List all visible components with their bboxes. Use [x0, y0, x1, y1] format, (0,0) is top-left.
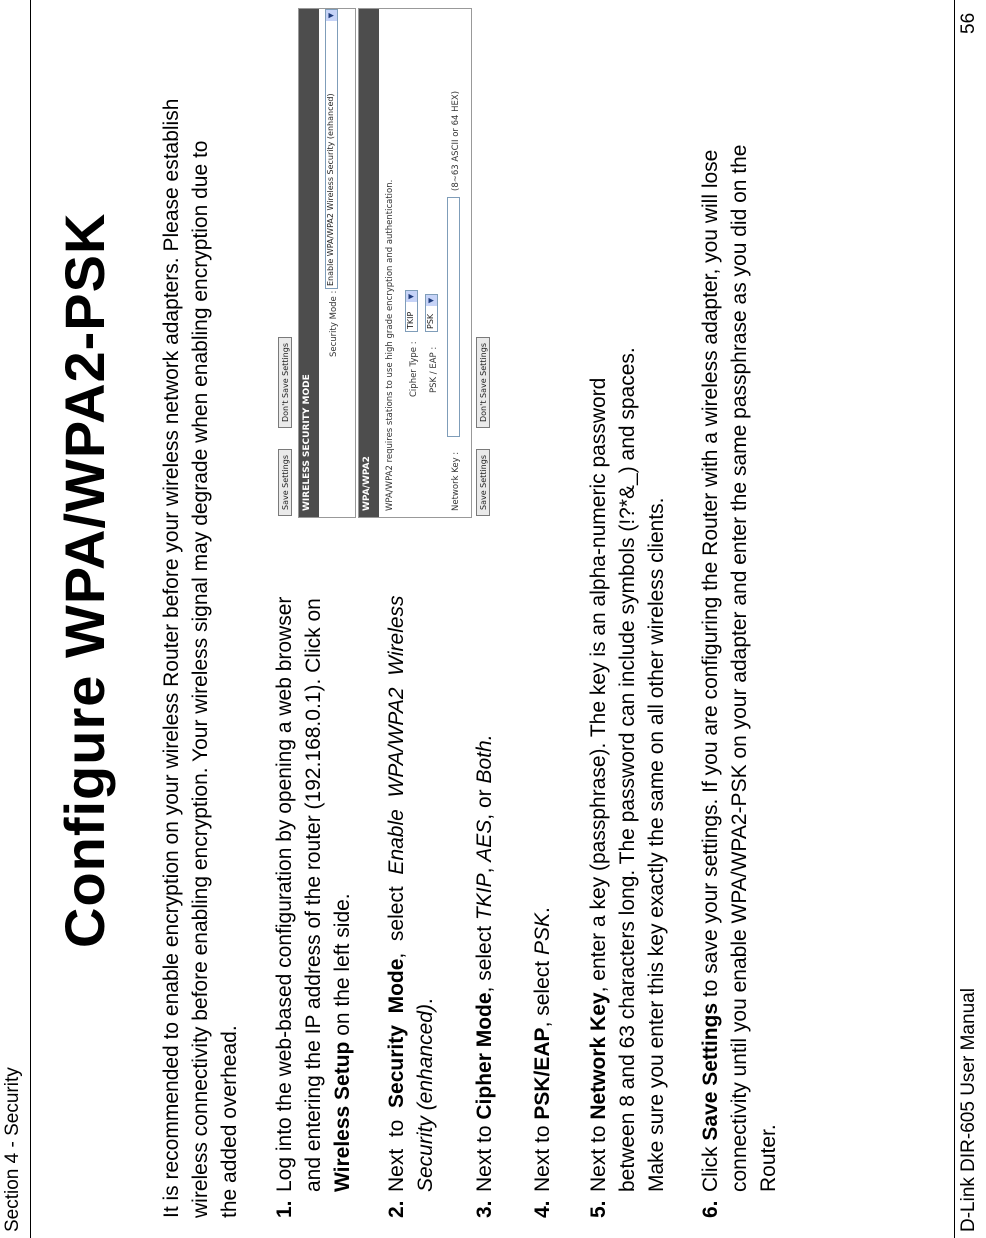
security-mode-panel — [298, 8, 356, 518]
text-run: Save Settings — [699, 1002, 722, 1141]
step-line — [725, 145, 754, 1193]
text-run: between 8 and 63 characters long. The password can include symbols (!?*&_) and spaces. — [616, 347, 639, 1192]
chevron-down-icon: ▼ — [406, 291, 417, 302]
text-run: Cipher Mode — [473, 992, 496, 1120]
step-number: 6. — [699, 1200, 722, 1218]
intro-line: the added overhead. — [218, 1025, 241, 1218]
text-run: TKIP — [473, 873, 496, 921]
text-run: Next to — [385, 1107, 408, 1192]
text-run: to save your settings. If you are configuring the Router with a wireless adapter, you will lose — [699, 149, 722, 1003]
text-run: Next to — [587, 1119, 610, 1192]
text-run: Security (enhanced) — [414, 1004, 437, 1192]
text-run: Both. — [473, 734, 496, 784]
text-run: Click — [699, 1140, 722, 1192]
step-text — [584, 347, 671, 1192]
intro-paragraph — [157, 99, 244, 1218]
text-run: Next to — [473, 1119, 496, 1192]
text-run: Router. — [757, 1124, 780, 1192]
chevron-down-icon: ▼ — [326, 10, 337, 21]
text-run: Make sure you enter this key exactly the same on all other wireless clients. — [645, 497, 668, 1192]
step-line — [584, 347, 613, 1192]
text-run: , select — [385, 874, 408, 959]
manual-footer: D-Link DIR-605 User Manual — [958, 988, 979, 1232]
text-run: and entering the IP address of the router (192.168.0.1). Click on — [302, 598, 325, 1192]
step-text — [696, 145, 783, 1193]
header-rule — [30, 0, 31, 1238]
text-run: Security Mode — [385, 958, 408, 1108]
network-key-input[interactable] — [447, 197, 460, 437]
text-run: Wireless Setup — [331, 1041, 354, 1192]
step-line — [696, 145, 725, 1193]
network-key-hint: (8~63 ASCII or 64 HEX) — [451, 90, 461, 191]
step-line — [382, 595, 411, 1192]
step-line — [613, 347, 642, 1192]
dont-save-settings-button-bottom[interactable]: Don't Save Settings — [476, 337, 490, 428]
text-run: Log into the web-based configuration by opening a web browser — [273, 596, 296, 1192]
dont-save-settings-button-top[interactable]: Don't Save Settings — [278, 337, 292, 428]
page-title: Configure WPA/WPA2-PSK — [53, 212, 116, 948]
save-settings-button-bottom[interactable]: Save Settings — [476, 449, 490, 516]
chevron-down-icon: ▼ — [426, 295, 437, 306]
step-line — [528, 907, 557, 1192]
network-key-label: Network Key : — [451, 451, 461, 511]
wpa-title: WPA/WPA2 — [359, 9, 379, 517]
text-run: , — [473, 861, 496, 874]
text-run: Enable WPA/WPA2 Wireless — [385, 595, 408, 875]
router-ui-screenshot — [278, 8, 494, 518]
step-line — [299, 597, 328, 1192]
save-settings-button-top[interactable]: Save Settings — [278, 449, 292, 516]
step-line — [270, 597, 299, 1192]
text-run: , select — [531, 955, 554, 1028]
psk-eap-label: PSK / EAP : — [429, 346, 439, 393]
text-run: , select — [473, 920, 496, 993]
text-run: on the left side. — [331, 893, 354, 1042]
security-mode-title: WIRELESS SECURITY MODE — [299, 9, 319, 517]
section-header: Section 4 - Security — [2, 1067, 23, 1232]
security-mode-label: Security Mode : — [329, 290, 339, 357]
security-mode-select[interactable]: Enable WPA/WPA2 Wireless Security (enhanced) ▼ — [325, 9, 338, 289]
text-run: . — [414, 998, 437, 1005]
footer-rule — [954, 0, 955, 1238]
text-run: PSK — [531, 913, 554, 956]
text-run: , enter a key (passphrase). The key is an alpha-numeric password — [587, 377, 610, 993]
step-line — [754, 145, 783, 1193]
text-run: Network Key — [587, 992, 610, 1120]
text-run: Next to — [531, 1119, 554, 1192]
step-line — [411, 595, 440, 1192]
step-line — [328, 597, 357, 1192]
text-run: PSK/EAP — [531, 1027, 554, 1120]
step-number: 1. — [273, 1200, 296, 1218]
text-run: connectivity until you enable WPA/WPA2-PSK on your adapter and enter the same passphrase as you did on the — [728, 144, 751, 1192]
step-number: 4. — [531, 1200, 554, 1218]
step-number: 3. — [473, 1200, 496, 1218]
intro-line: wireless connectivity before enabling encryption. Your wireless signal may degrade when enabling encryption due to — [189, 140, 212, 1218]
step-text — [382, 595, 440, 1192]
step-text — [470, 734, 499, 1192]
text-run: , or — [473, 783, 496, 820]
wpa-panel — [358, 8, 472, 518]
step-number: 2. — [385, 1200, 408, 1218]
page-number: 56 — [958, 12, 979, 34]
text-run: . — [531, 907, 554, 914]
text-run: AES — [473, 819, 496, 862]
step-number: 5. — [587, 1200, 610, 1218]
cipher-type-select[interactable]: TKIP ▼ — [405, 290, 418, 332]
intro-line: It is recommended to enable encryption on your wireless Router before your wireless network adapters. Please establish — [160, 98, 183, 1218]
wpa-description: WPA/WPA2 requires stations to use high grade encryption and authentication. — [385, 179, 395, 511]
step-text — [528, 907, 557, 1192]
step-line — [642, 347, 671, 1192]
step-line — [470, 734, 499, 1192]
cipher-type-label: Cipher Type : — [409, 341, 419, 397]
psk-eap-select[interactable]: PSK ▼ — [425, 294, 438, 332]
step-text — [270, 597, 357, 1192]
